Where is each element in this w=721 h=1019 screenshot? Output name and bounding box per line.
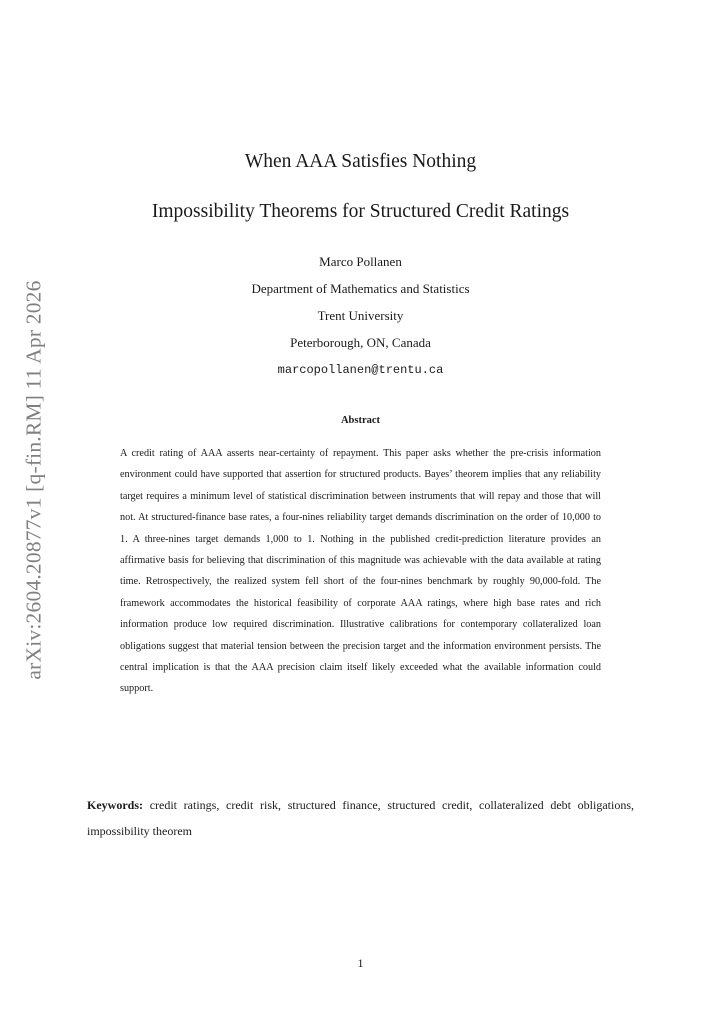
keywords-label: Keywords: [87,798,143,812]
keywords-list: credit ratings, credit risk, structured finance, structured credit, collateralized debt obligations, impossibility theorem [87,798,635,838]
author-name: Marco Pollanen [319,254,402,269]
abstract-text: A credit rating of AAA asserts near-certainty of repayment. This paper asks whether the pre-crisis information environment could have supported that assertion for structured products. Bayes’ theorem implies that any reliability target requires a minimum level of statistical discrimination between instruments that will repay and those that will not. At structured-finance base rates, a four-nines reliability target demands discrimination on the order of 10,000 to 1. A three-nines target demands 1,000 to 1. Nothing in the published credit-prediction literature provides an affirmative basis for believing that discrimination of this magnitude was achievable with the data available at rating time. Retrospectively, the realized system fell short of the four-nines benchmark by roughly 90,000-fold. The framework accommodates the historical feasibility of corporate AAA ratings, where high base rates and rich information produce low required discrimination. Illustrative calibrations for contemporary collateralized loan obligations suggest that material tension between the precision target and the information environment persists. The central implication is that the AAA precision claim itself likely exceeded what the available information could support. [120,448,601,695]
author-university: Trent University [317,308,404,323]
paper-title: When AAA Satisfies Nothing [244,151,477,172]
author-email[interactable]: marcopollanen@trentu.ca [277,363,444,377]
paper-subtitle: Impossibility Theorems for Structured Credit Ratings [151,201,570,222]
author-block [0,253,721,388]
arxiv-identifier-stamp: arXiv:2604.20877v1 [q-fin.RM] 11 Apr 2026 [21,280,46,680]
author-department: Department of Mathematics and Statistics [251,281,470,296]
page-number: 1 [357,956,364,970]
author-location: Peterborough, ON, Canada [290,335,431,350]
abstract-heading: Abstract [340,415,381,426]
keywords-paragraph [87,792,634,844]
